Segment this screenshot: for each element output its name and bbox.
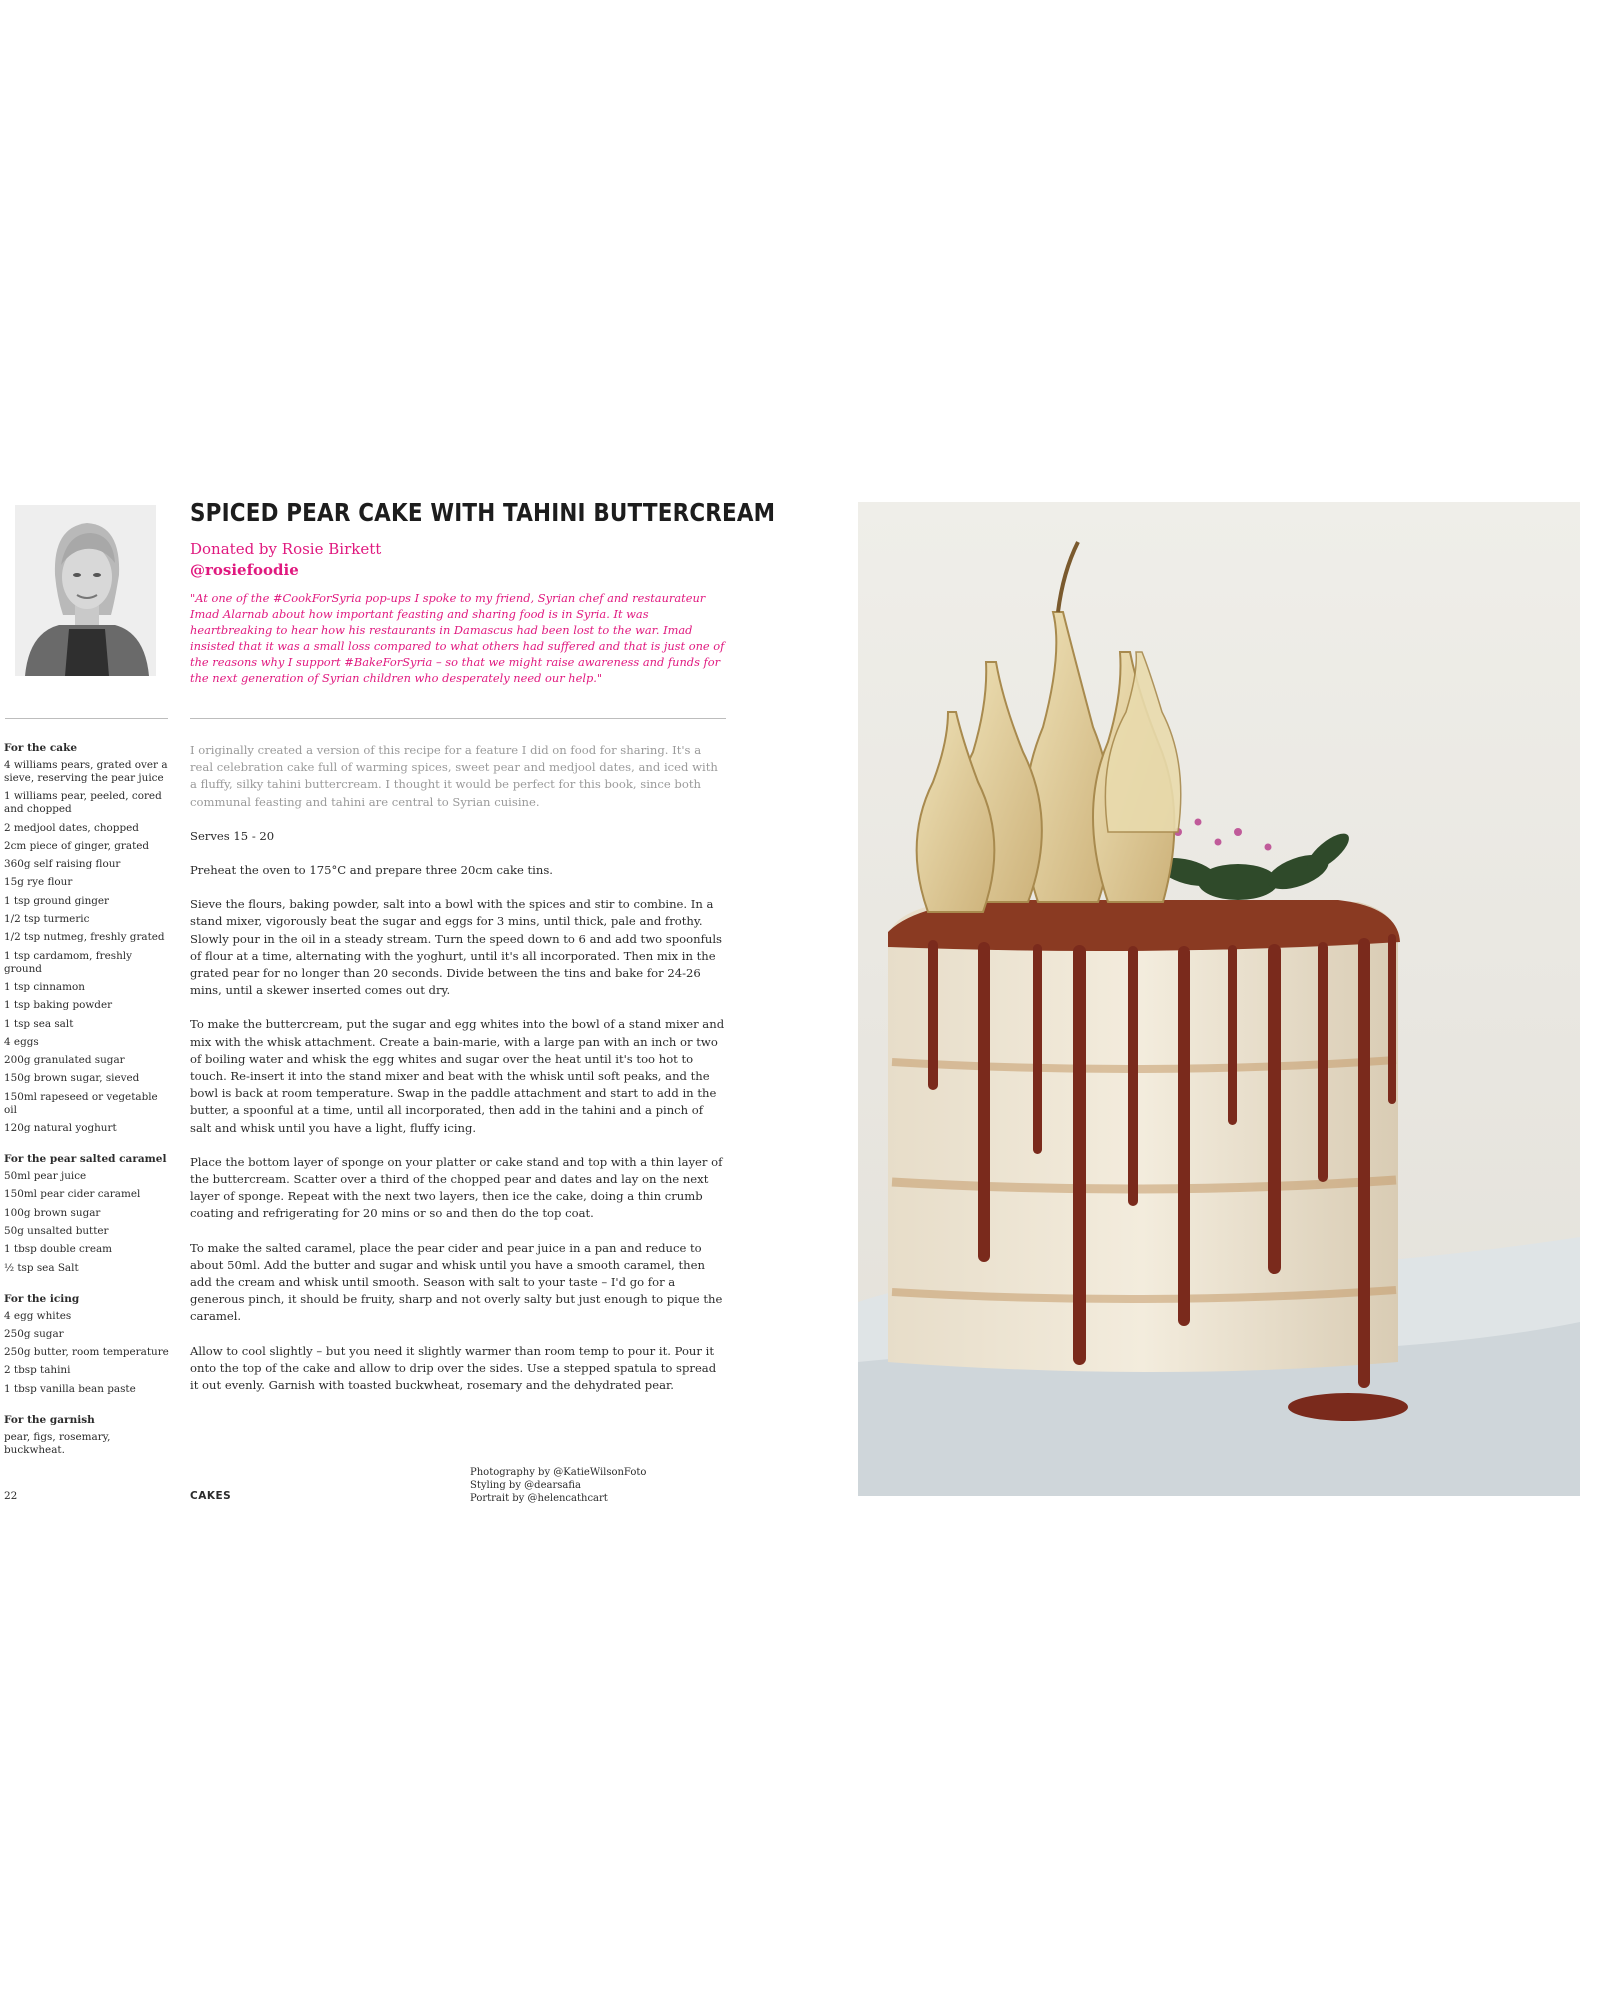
cake-illustration — [858, 502, 1580, 1496]
ingredient-item: 150g brown sugar, sieved — [4, 1072, 140, 1085]
ingredient-group-heading: For the garnish — [4, 1413, 95, 1426]
method-text — [190, 742, 726, 1411]
ingredient-item: 1 tsp cinnamon — [4, 980, 85, 993]
ingredients-list — [4, 742, 170, 1475]
ingredient-item: 360g self raising flour — [4, 858, 121, 871]
author-handle[interactable]: @rosiefoodie — [190, 561, 299, 579]
ingredient-item: 1/2 tsp nutmeg, freshly grated — [4, 931, 165, 944]
ingredient-group — [4, 1414, 170, 1457]
ingredient-item: pear, figs, rosemary, buckwheat. — [4, 1430, 111, 1456]
author-portrait — [15, 505, 156, 676]
method-step: To make the buttercream, put the sugar and egg whites into the bowl of a stand mixer and mix with the whisk attachment. Create a bain-marie, with a large pan with an inch or two of boiling water and whisk the egg whites and sugar over the heat until it's too hot to touch. Re-insert it into the stand mixer and beat with the whisk until soft peaks, and the bowl is back at room temperature. Swap in the paddle attachment and start to add in the butter, a spoonful at a time, until all incorporated, then add in the tahini and a pinch of salt and whisk until you have a light, fluffy icing. — [190, 1017, 725, 1135]
method-step: Preheat the oven to 175°C and prepare three 20cm cake tins. — [190, 863, 553, 878]
ingredient-item: 1 tsp sea salt — [4, 1017, 74, 1030]
ingredient-item: 200g granulated sugar — [4, 1054, 125, 1067]
ingredient-item: 2cm piece of ginger, grated — [4, 839, 150, 852]
divider-left — [5, 718, 168, 719]
credit-line: Styling by @dearsafia — [470, 1480, 581, 1491]
photo-credits — [470, 1466, 646, 1505]
ingredient-item: 15g rye flour — [4, 876, 73, 889]
ingredient-item: 1 tsp baking powder — [4, 999, 113, 1012]
ingredient-item: 1 tsp ground ginger — [4, 894, 110, 907]
ingredient-item: 100g brown sugar — [4, 1206, 101, 1219]
credit-line: Portrait by @helencathcart — [470, 1493, 608, 1504]
ingredient-group-heading: For the pear salted caramel — [4, 1153, 167, 1166]
ingredient-item: 4 williams pears, grated over a sieve, reserving the pear juice — [4, 759, 168, 784]
ingredient-item: 150ml pear cider caramel — [4, 1188, 141, 1201]
portrait-illustration — [15, 505, 156, 676]
ingredient-item: 2 medjool dates, chopped — [4, 821, 139, 834]
ingredient-item: 120g natural yoghurt — [4, 1122, 117, 1135]
ingredient-item: 250g sugar — [4, 1327, 64, 1340]
ingredient-group — [4, 1153, 170, 1274]
ingredient-item: 1 tbsp double cream — [4, 1243, 113, 1256]
recipe-title: SPICED PEAR CAKE WITH TAHINI BUTTERCREAM — [190, 498, 776, 527]
divider-right — [190, 718, 726, 719]
method-step: Allow to cool slightly – but you need it slightly warmer than room temp to pour it. Pour it onto the top of the cake and allow to drip over the sides. Use a stepped spatula to spread it out evenly. Garnish with toasted buckwheat, rosemary and the dehydrated pear. — [190, 1343, 717, 1393]
method-step: Sieve the flours, baking powder, salt into a bowl with the spices and stir to combine. In a stand mixer, vigorously beat the sugar and eggs for 3 mins, until thick, pale and frothy. Slowly pour in the oil in a steady stream. Turn the speed down to 6 and add two spoonfuls of flour at a time, alternating with the yoghurt, until it's all incorporated. Then mix in the grated pear for no longer than 20 seconds. Divide between the tins and bake for 24-26 mins, until a skewer inserted comes out dry. — [190, 897, 723, 998]
ingredient-item: 50g unsalted butter — [4, 1224, 109, 1237]
ingredient-item: 50ml pear juice — [4, 1170, 87, 1183]
ingredient-group-heading: For the cake — [4, 742, 78, 754]
ingredient-item: 4 egg whites — [4, 1309, 72, 1322]
credit-line: Photography by @KatieWilsonFoto — [470, 1467, 647, 1478]
ingredient-group — [4, 1293, 170, 1396]
ingredient-item: 4 eggs — [4, 1035, 39, 1048]
ingredient-item: 1/2 tsp turmeric — [4, 913, 90, 926]
author-quote: "At one of the #CookForSyria pop-ups I spoke to my friend, Syrian chef and restaurateur Imad Alarnab about how important feasting and sharing food is in Syria. It was heartbreaking to hear how his restaurants in Damascus had been lost to the war. Imad insisted that it was a small loss compared to what others had suffered and that is just one of the reasons why I support #BakeForSyria – so that we might raise awareness and funds for the next generation of Syrian children who desperately need our help." — [190, 591, 725, 685]
donated-by: Donated by Rosie Birkett — [190, 540, 382, 558]
section-label: CAKES — [190, 1490, 232, 1502]
ingredient-item: 1 tsp cardamom, freshly ground — [4, 949, 132, 975]
method-step: Place the bottom layer of sponge on your platter or cake stand and top with a thin layer of the buttercream. Scatter over a third of the chopped pear and dates and lay on the next layer of sponge. Repeat with the next two layers, then ice the cake, doing a thin crumb coating and refrigerating for 20 mins or so and then do the top coat. — [190, 1154, 723, 1221]
ingredient-item: 150ml rapeseed or vegetable oil — [4, 1090, 158, 1116]
ingredient-item: 250g butter, room temperature — [4, 1346, 169, 1359]
serves: Serves 15 - 20 — [190, 828, 275, 843]
cake-photo — [858, 502, 1580, 1496]
ingredient-group — [4, 742, 170, 1135]
ingredient-group-heading: For the icing — [4, 1292, 80, 1305]
ingredient-item: 2 tbsp tahini — [4, 1364, 71, 1377]
ingredient-item: 1 williams pear, peeled, cored and chopped — [4, 790, 162, 816]
method-step: To make the salted caramel, place the pear cider and pear juice in a pan and reduce to about 50ml. Add the butter and sugar and whisk until you have a smooth caramel, then add the cream and whisk until smooth. Season with salt to your taste – I'd go for a generous pinch, it should be fruity, sharp and not overly salty but just enough to pique the caramel. — [190, 1240, 723, 1324]
method-intro: I originally created a version of this recipe for a feature I did on food for sharing. It's a real celebration cake full of warming spices, sweet pear and medjool dates, and iced with a fluffy, silky tahini buttercream. I thought it would be perfect for this book, since both communal feasting and tahini are central to Syrian cuisine. — [190, 743, 718, 809]
page-number: 22 — [4, 1490, 18, 1502]
ingredient-item: 1 tbsp vanilla bean paste — [4, 1382, 136, 1395]
ingredient-item: ½ tsp sea Salt — [4, 1261, 79, 1274]
